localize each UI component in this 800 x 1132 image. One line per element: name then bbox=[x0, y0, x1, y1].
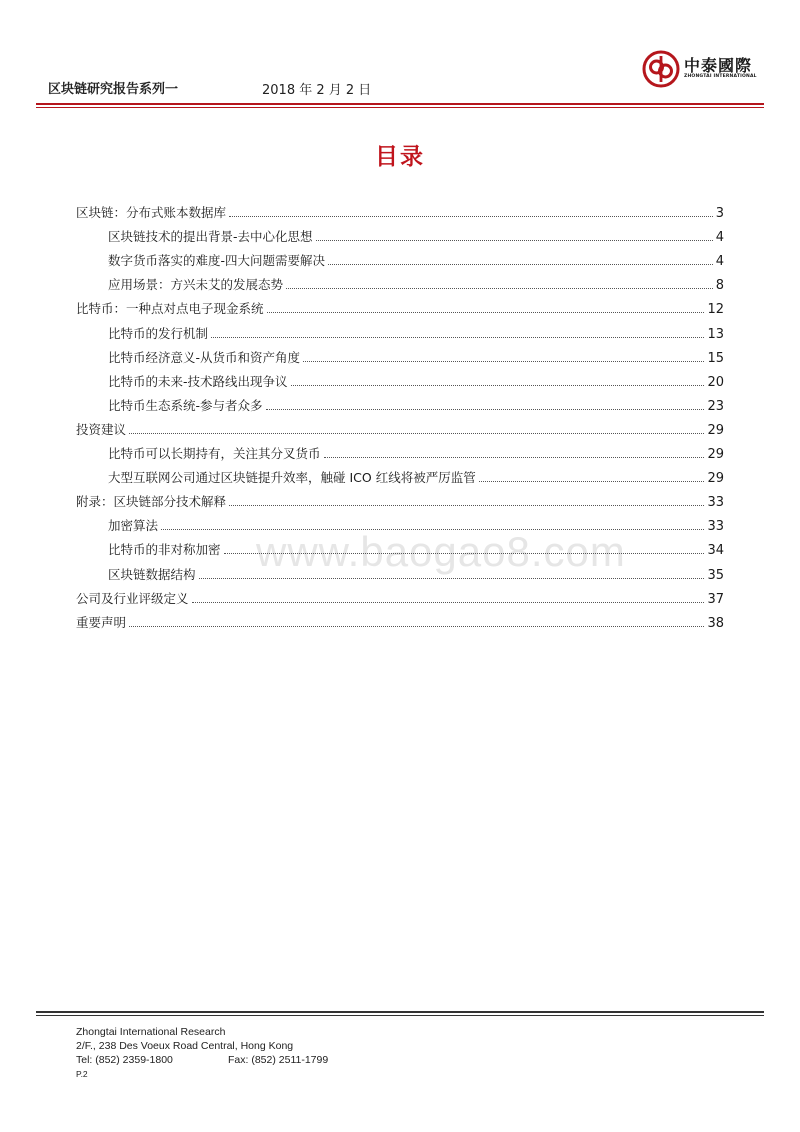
toc-dot-leader bbox=[229, 216, 713, 217]
toc-entry-page: 4 bbox=[715, 230, 724, 245]
toc-entry-label: 区块链数据结构 bbox=[108, 567, 196, 582]
toc-entry-label: 加密算法 bbox=[108, 518, 159, 533]
toc-entry-page: 29 bbox=[707, 471, 724, 486]
toc-entry[interactable] bbox=[76, 587, 724, 607]
toc-entry-page: 29 bbox=[707, 423, 724, 438]
logo-name: 中泰國際 bbox=[684, 56, 753, 75]
toc-entry-label: 比特币生态系统-参与者众多 bbox=[108, 398, 263, 413]
toc-entry-page: 35 bbox=[707, 568, 724, 583]
toc-entry-label: 比特币：一种点对点电子现金系统 bbox=[76, 301, 264, 316]
toc-entry-page: 34 bbox=[707, 543, 724, 558]
toc-dot-leader bbox=[324, 457, 705, 458]
toc-entry[interactable] bbox=[108, 322, 724, 342]
toc-dot-leader bbox=[211, 337, 704, 338]
toc-entry-page: 4 bbox=[715, 254, 724, 269]
company-logo bbox=[642, 50, 762, 90]
toc-entry[interactable] bbox=[108, 538, 724, 558]
footer-divider-thin bbox=[36, 1015, 764, 1016]
toc-entry-page: 20 bbox=[707, 375, 724, 390]
toc-entry-page: 13 bbox=[707, 327, 724, 342]
toc-entry-label: 比特币经济意义-从货币和资产角度 bbox=[108, 350, 301, 365]
toc-entry[interactable] bbox=[108, 273, 724, 293]
toc-entry-label: 公司及行业评级定义 bbox=[76, 591, 189, 606]
footer-contact bbox=[76, 1053, 328, 1067]
toc-entry-page: 38 bbox=[707, 616, 724, 631]
toc-entry[interactable] bbox=[108, 394, 724, 414]
toc-entry-page: 37 bbox=[707, 592, 724, 607]
toc-dot-leader bbox=[224, 553, 705, 554]
footer-company: Zhongtai International Research bbox=[76, 1026, 226, 1038]
toc-entry[interactable] bbox=[108, 370, 724, 390]
toc-entry-page: 23 bbox=[707, 399, 724, 414]
toc-entry-label: 重要声明 bbox=[76, 615, 127, 630]
toc-entry[interactable] bbox=[76, 418, 724, 438]
toc-entry[interactable] bbox=[108, 346, 724, 366]
logo-subtitle: ZHONGTAI INTERNATIONAL bbox=[684, 74, 757, 79]
toc-entry-label: 大型互联网公司通过区块链提升效率，触碰 ICO 红线将被严厉监管 bbox=[108, 470, 476, 485]
toc-entry-page: 15 bbox=[707, 351, 724, 366]
toc-dot-leader bbox=[129, 626, 704, 627]
toc-dot-leader bbox=[328, 264, 713, 265]
toc-entry-label: 比特币的未来-技术路线出现争议 bbox=[108, 374, 288, 389]
toc-entry-label: 比特币的非对称加密 bbox=[108, 542, 221, 557]
toc-entry-page: 29 bbox=[707, 447, 724, 462]
footer-tel: Tel: (852) 2359-1800 bbox=[76, 1054, 173, 1066]
page-number: P.2 bbox=[76, 1069, 88, 1079]
toc-entry-label: 比特币的发行机制 bbox=[108, 326, 209, 341]
toc-title: 目录 bbox=[375, 144, 425, 170]
toc-entry-label: 区块链：分布式账本数据库 bbox=[76, 205, 227, 220]
toc-entry-label: 区块链技术的提出背景-去中心化思想 bbox=[108, 229, 313, 244]
toc-entry-label: 数字货币落实的难度-四大问题需要解决 bbox=[108, 253, 326, 268]
toc-dot-leader bbox=[266, 409, 705, 410]
toc-dot-leader bbox=[291, 385, 705, 386]
toc-entry[interactable] bbox=[76, 297, 724, 317]
toc-entry[interactable] bbox=[108, 514, 724, 534]
toc-entry[interactable] bbox=[108, 225, 724, 245]
report-date: 2018 年 2 月 2 日 bbox=[262, 83, 372, 98]
toc-entry-page: 8 bbox=[715, 278, 724, 293]
toc-dot-leader bbox=[129, 433, 704, 434]
report-series-title: 区块链研究报告系列一 bbox=[48, 82, 179, 97]
toc-entry[interactable] bbox=[108, 563, 724, 583]
footer-address: 2/F., 238 Des Voeux Road Central, Hong Kong bbox=[76, 1040, 294, 1052]
footer-divider bbox=[36, 1011, 764, 1013]
footer bbox=[76, 1025, 328, 1081]
toc-entry-page: 12 bbox=[707, 302, 724, 317]
footer-fax: Fax: (852) 2511-1799 bbox=[228, 1054, 329, 1066]
toc-entry-page: 33 bbox=[707, 495, 724, 510]
toc-dot-leader bbox=[229, 505, 704, 506]
toc-entry-page: 33 bbox=[707, 519, 724, 534]
toc-dot-leader bbox=[303, 361, 704, 362]
header-divider-thin bbox=[36, 107, 764, 108]
toc-entry[interactable] bbox=[76, 490, 724, 510]
toc-entry[interactable] bbox=[108, 466, 724, 486]
toc-entry[interactable] bbox=[76, 201, 724, 221]
toc-dot-leader bbox=[479, 481, 705, 482]
toc-dot-leader bbox=[316, 240, 713, 241]
toc-entry[interactable] bbox=[108, 442, 724, 462]
toc-dot-leader bbox=[267, 312, 705, 313]
watermark: www.baogao8.com bbox=[256, 528, 626, 575]
toc-entry-page: 3 bbox=[715, 206, 724, 221]
toc-entry-label: 应用场景：方兴未艾的发展态势 bbox=[108, 277, 284, 292]
toc-dot-leader bbox=[192, 602, 705, 603]
zhongtai-logo-icon bbox=[642, 50, 680, 88]
toc-entry[interactable] bbox=[108, 249, 724, 269]
toc-entry[interactable] bbox=[76, 611, 724, 631]
toc-entry-label: 比特币可以长期持有，关注其分叉货币 bbox=[108, 446, 321, 461]
toc-dot-leader bbox=[161, 529, 704, 530]
toc-dot-leader bbox=[286, 288, 713, 289]
toc-dot-leader bbox=[199, 578, 705, 579]
toc-entry-label: 投资建议 bbox=[76, 422, 127, 437]
header-divider bbox=[36, 103, 764, 105]
toc-entry-label: 附录：区块链部分技术解释 bbox=[76, 494, 227, 509]
